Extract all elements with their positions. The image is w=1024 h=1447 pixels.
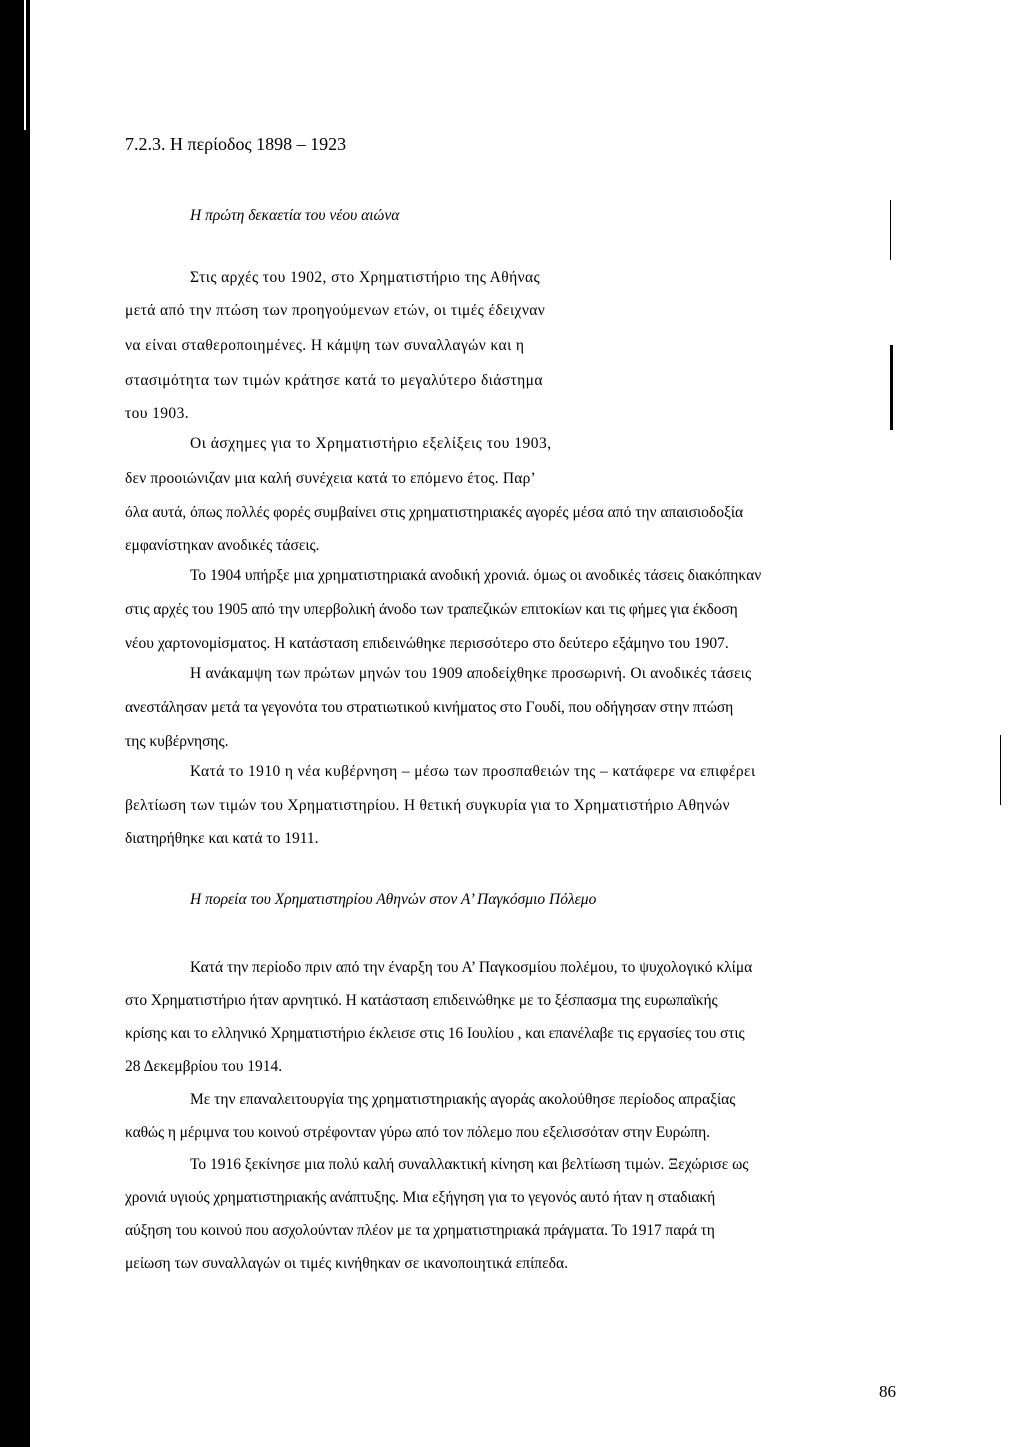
text-line: της κυβέρνησης. — [125, 733, 229, 750]
text-line: Το 1904 υπήρξε μια χρηματιστηριακά ανοδική χρονιά. όμως οι ανοδικές τάσεις διακόπηκαν — [190, 567, 762, 584]
text-line: 28 Δεκεμβρίου του 1914. — [125, 1058, 283, 1075]
subheading-first-decade: Η πρώτη δεκαετία του νέου αιώνα — [190, 207, 400, 224]
text-line: νέου χαρτονομίσματος. Η κατάσταση επιδεινώθηκε περισσότερο στο δεύτερο εξάμηνο του 1907. — [125, 635, 729, 652]
scan-edge-mark — [24, 0, 26, 130]
text-line: στο Χρηματιστήριο ήταν αρνητικό. Η κατάσταση επιδεινώθηκε με το ξέσπασμα της ευρωπαϊκής — [125, 992, 718, 1009]
text-line: εμφανίστηκαν ανοδικές τάσεις. — [125, 537, 320, 554]
text-line: Η ανάκαμψη των πρώτων μηνών του 1909 αποδείχθηκε προσωρινή. Οι ανοδικές τάσεις — [190, 665, 752, 682]
page-number: 86 — [879, 1382, 896, 1401]
text-line: του 1903. — [125, 405, 190, 422]
text-line: κρίσης και το ελληνικό Χρηματιστήριο έκλεισε στις 16 Ιουλίου , και επανέλαβε τις εργασίες του στις — [125, 1025, 745, 1042]
text-line: στις αρχές του 1905 από την υπερβολική άνοδο των τραπεζικών επιτοκίων και τις φήμες για έκδοση — [125, 601, 738, 618]
text-line: μετά από την πτώση των προηγούμενων ετών, οι τιμές έδειχναν — [125, 302, 546, 319]
text-line: μείωση των συναλλαγών οι τιμές κινήθηκαν σε ικανοποιητικά επίπεδα. — [125, 1255, 568, 1272]
subheading-ww1: Η πορεία του Χρηματιστηρίου Αθηνών στον Α’ Παγκόσμιο Πόλεμο — [190, 891, 597, 908]
text-line: αύξηση του κοινού που ασχολούνταν πλέον με τα χρηματιστηριακά πράγματα. Το 1917 παρά τη — [125, 1222, 715, 1239]
scan-edge-mark-right-1 — [890, 200, 891, 260]
text-line: βελτίωση των τιμών του Χρηματιστηρίου. Η θετική συγκυρία για το Χρηματιστήριο Αθηνών — [125, 797, 730, 814]
text-line: Κατά το 1910 η νέα κυβέρνηση – μέσω των προσπαθειών της – κατάφερε να επιφέρει — [190, 763, 756, 780]
text-line: δεν προοιώνιζαν μια καλή συνέχεια κατά το επόμενο έτος. Παρ’ — [125, 470, 536, 487]
text-line: Στις αρχές του 1902, στο Χρηματιστήριο της Αθήνας — [190, 269, 541, 286]
text-line: Κατά την περίοδο πριν από την έναρξη του Α’ Παγκοσμίου πολέμου, το ψυχολογικό κλίμα — [190, 959, 753, 976]
text-line: ανεστάλησαν μετά τα γεγονότα του στρατιωτικού κινήματος στο Γουδί, που οδήγησαν στην πτώση — [125, 699, 734, 716]
text-line: όλα αυτά, όπως πολλές φορές συμβαίνει στις χρηματιστηριακές αγορές μέσα από την απαισιοδοξία — [125, 504, 744, 521]
text-line: να είναι σταθεροποιημένες. Η κάμψη των συναλλαγών και η — [125, 337, 525, 354]
text-line: διατηρήθηκε και κατά το 1911. — [125, 830, 319, 847]
text-line: χρονιά υγιούς χρηματιστηριακής ανάπτυξης. Μια εξήγηση για το γεγονός αυτό ήταν η σταδιακή — [125, 1189, 716, 1206]
scan-edge-mark-right-2 — [890, 345, 893, 430]
scan-edge-mark-right-3 — [1000, 735, 1001, 805]
text-line: στασιμότητα των τιμών κράτησε κατά το μεγαλύτερο διάστημα — [125, 372, 543, 389]
text-line: Το 1916 ξεκίνησε μια πολύ καλή συναλλακτική κίνηση και βελτίωση τιμών. Ξεχώρισε ως — [190, 1156, 749, 1173]
section-heading: 7.2.3. Η περίοδος 1898 – 1923 — [125, 134, 347, 154]
text-line: Με την επαναλειτουργία της χρηματιστηριακής αγοράς ακολούθησε περίοδος απραξίας — [190, 1091, 736, 1108]
text-line: καθώς η μέριμνα του κοινού στρέφονταν γύρω από τον πόλεμο που εξελισσόταν στην Ευρώπη. — [125, 1124, 710, 1141]
text-line: Οι άσχημες για το Χρηματιστήριο εξελίξεις του 1903, — [190, 435, 552, 452]
